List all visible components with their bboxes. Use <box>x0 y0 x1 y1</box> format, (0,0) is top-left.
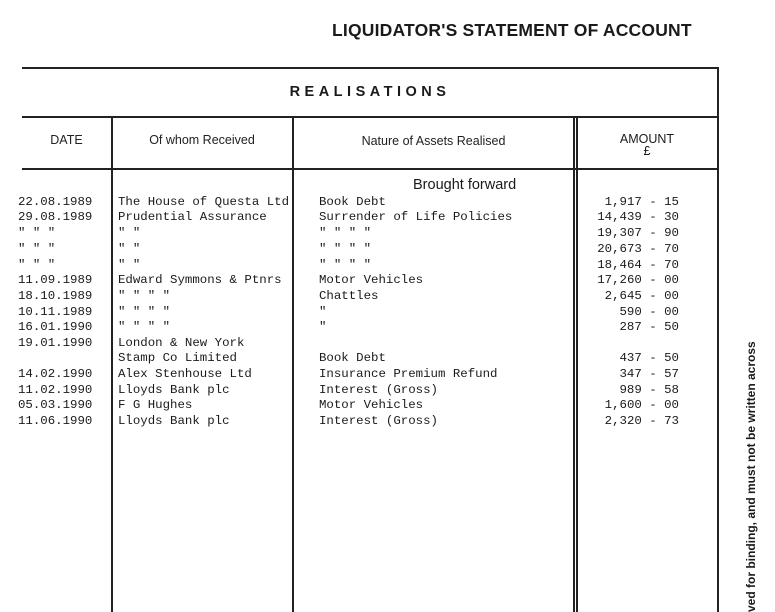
section-title: REALISATIONS <box>289 84 451 100</box>
row-received-from: " " " " <box>118 320 171 334</box>
row-received-from: Prudential Assurance <box>118 210 267 224</box>
row-received-from: " " " " <box>118 305 171 319</box>
row-date: 05.03.1990 <box>18 398 93 412</box>
row-nature-of-assets: Interest (Gross) <box>319 414 438 428</box>
column-divider-nature <box>573 116 575 612</box>
row-nature-of-assets: Interest (Gross) <box>319 383 438 397</box>
row-received-from: Lloyds Bank plc <box>118 414 230 428</box>
row-nature-of-assets: Motor Vehicles <box>319 273 424 287</box>
row-amount: 590 - 00 <box>619 305 679 319</box>
row-amount: 1,917 - 15 <box>604 195 679 209</box>
column-divider-amount <box>576 116 578 612</box>
row-nature-of-assets: Book Debt <box>319 351 386 365</box>
row-nature-of-assets: Chattles <box>319 289 379 303</box>
row-received-from: " " <box>118 258 141 272</box>
row-received-from: Lloyds Bank plc <box>118 383 230 397</box>
row-received-from: F G Hughes <box>118 398 193 412</box>
row-amount: 17,260 - 00 <box>597 273 679 287</box>
column-header-received: Of whom Received <box>149 133 255 147</box>
row-received-from: " " " " <box>118 289 171 303</box>
row-nature-of-assets: " " " " <box>319 258 372 272</box>
binding-margin-note: ved for binding, and must not be written across <box>744 341 758 612</box>
row-date: 14.02.1990 <box>18 367 93 381</box>
column-divider-received <box>292 116 294 612</box>
amount-label: AMOUNT <box>619 132 675 146</box>
row-date: 19.01.1990 <box>18 336 93 350</box>
row-nature-of-assets: " <box>319 305 327 319</box>
row-nature-of-assets: Insurance Premium Refund <box>319 367 498 381</box>
brought-forward-label: Brought forward <box>413 177 517 193</box>
row-amount: 989 - 58 <box>619 383 679 397</box>
row-nature-of-assets: " " " " <box>319 226 372 240</box>
column-header-amount <box>576 133 718 157</box>
row-date: 22.08.1989 <box>18 195 93 209</box>
column-divider-date <box>111 116 113 612</box>
row-amount: 20,673 - 70 <box>597 242 679 256</box>
table-top-rule <box>22 67 718 69</box>
section-title-rule <box>22 116 718 118</box>
row-date: 11.02.1990 <box>18 383 93 397</box>
row-date: 11.09.1989 <box>18 273 93 287</box>
column-header-rule <box>22 168 718 170</box>
row-received-from: Alex Stenhouse Ltd <box>118 367 252 381</box>
row-date: " " " <box>18 242 56 256</box>
row-received-from: Stamp Co Limited <box>118 351 237 365</box>
document-title: LIQUIDATOR'S STATEMENT OF ACCOUNT <box>332 20 692 40</box>
column-header-nature: Nature of Assets Realised <box>361 134 506 148</box>
row-received-from: " " <box>118 226 141 240</box>
row-date: 11.06.1990 <box>18 414 93 428</box>
row-amount: 437 - 50 <box>619 351 679 365</box>
row-nature-of-assets: " <box>319 320 327 334</box>
row-received-from: Edward Symmons & Ptnrs <box>118 273 282 287</box>
row-date: 10.11.1989 <box>18 305 93 319</box>
row-amount: 18,464 - 70 <box>597 258 679 272</box>
row-amount: 1,600 - 00 <box>604 398 679 412</box>
row-date: " " " <box>18 258 56 272</box>
row-amount: 347 - 57 <box>619 367 679 381</box>
row-date: 29.08.1989 <box>18 210 93 224</box>
row-date: 16.01.1990 <box>18 320 93 334</box>
row-received-from: The House of Questa Ltd <box>118 195 290 209</box>
row-amount: 14,439 - 30 <box>597 210 679 224</box>
row-date: 18.10.1989 <box>18 289 93 303</box>
currency-symbol: £ <box>643 144 651 158</box>
row-nature-of-assets: Motor Vehicles <box>319 398 424 412</box>
row-amount: 19,307 - 90 <box>597 226 679 240</box>
row-amount: 287 - 50 <box>619 320 679 334</box>
row-received-from: " " <box>118 242 141 256</box>
column-header-date: DATE <box>50 133 83 147</box>
row-date: " " " <box>18 226 56 240</box>
row-nature-of-assets: Surrender of Life Policies <box>319 210 513 224</box>
row-amount: 2,645 - 00 <box>604 289 679 303</box>
row-nature-of-assets: " " " " <box>319 242 372 256</box>
row-amount: 2,320 - 73 <box>604 414 679 428</box>
row-received-from: London & New York <box>118 336 245 350</box>
row-nature-of-assets: Book Debt <box>319 195 386 209</box>
